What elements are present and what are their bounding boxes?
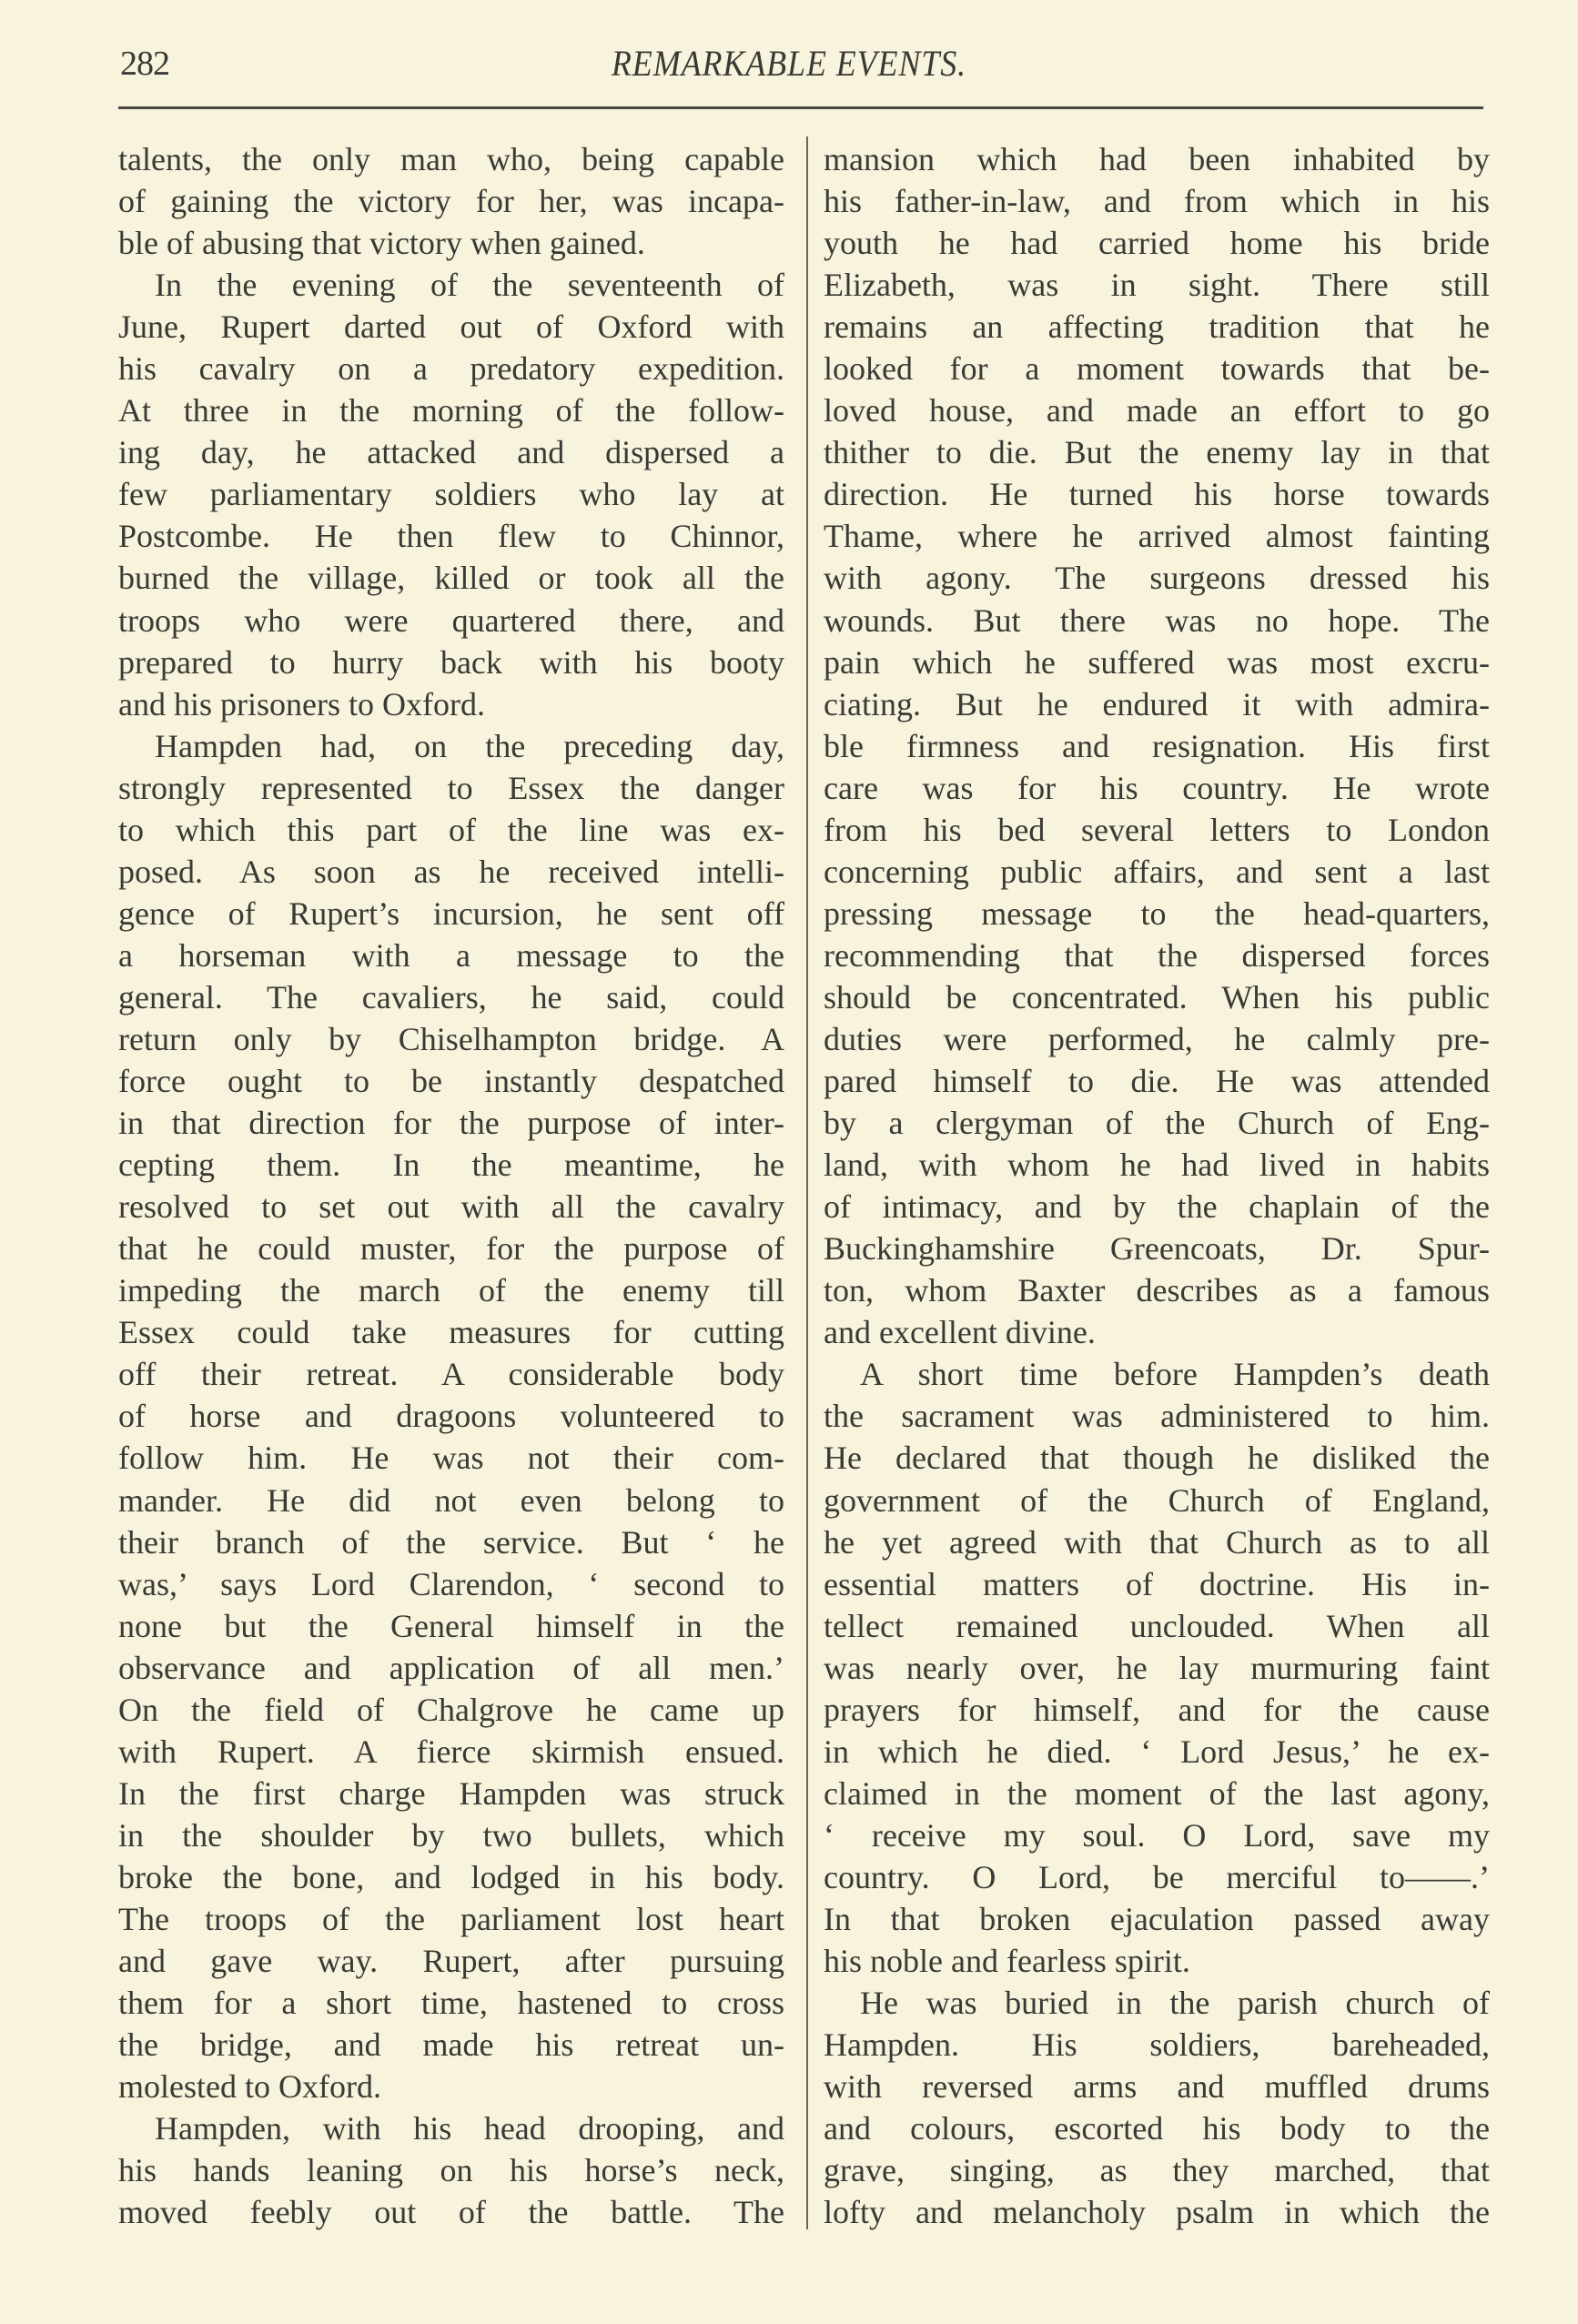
paragraph xyxy=(824,138,1490,1353)
text-line: youth he had carried home his bride xyxy=(824,225,1490,262)
text-line: off their retreat. A considerable body xyxy=(118,1356,784,1393)
text-line: in that direction for the purpose of inter- xyxy=(118,1105,784,1142)
column-divider xyxy=(806,136,808,2229)
text-line: his cavalry on a predatory expedition. xyxy=(118,350,784,388)
text-line: by a clergyman of the Church of Eng- xyxy=(824,1105,1490,1142)
right-column xyxy=(824,138,1490,2233)
text-line: In the evening of the seventeenth of xyxy=(155,267,784,304)
text-line: pared himself to die. He was attended xyxy=(824,1063,1490,1100)
text-line: claimed in the moment of the last agony, xyxy=(824,1774,1490,1812)
text-line: Hampden had, on the preceding day, xyxy=(155,727,784,764)
text-line: and colours, escorted his body to the xyxy=(824,2110,1490,2147)
text-line: ‘ receive my soul. O Lord, save my xyxy=(824,1816,1490,1854)
text-line: and gave way. Rupert, after pursuing xyxy=(118,1943,784,1980)
text-line: tellect remained unclouded. When all xyxy=(824,1607,1490,1644)
text-line: June, Rupert darted out of Oxford with xyxy=(118,308,784,346)
text-line: On the field of Chalgrove he came up xyxy=(118,1691,784,1728)
text-line: of gaining the victory for her, was incapa- xyxy=(118,183,784,220)
text-line: Hampden, with his head drooping, and xyxy=(155,2110,784,2147)
text-line: wounds. But there was no hope. The xyxy=(824,601,1490,639)
text-line: remains an affecting tradition that he xyxy=(824,308,1490,346)
text-line: cepting them. In the meantime, he xyxy=(118,1147,784,1184)
header-rule xyxy=(118,106,1483,109)
text-line: pain which he suffered was most excru- xyxy=(824,643,1490,681)
paragraph xyxy=(824,1982,1490,2233)
text-line: At three in the morning of the follow- xyxy=(118,392,784,429)
text-line: a horseman with a message to the xyxy=(118,936,784,974)
text-line: looked for a moment towards that be- xyxy=(824,350,1490,388)
text-line: the sacrament was administered to him. xyxy=(824,1398,1490,1435)
text-line: his father-in-law, and from which in his xyxy=(824,183,1490,220)
text-line: Elizabeth, was in sight. There still xyxy=(824,267,1490,304)
text-line: impeding the march of the enemy till xyxy=(118,1272,784,1309)
text-line: Thame, where he arrived almost fainting xyxy=(824,518,1490,555)
text-line: pressing message to the head-quarters, xyxy=(824,894,1490,932)
text-line: Postcombe. He then flew to Chinnor, xyxy=(118,518,784,555)
text-line: few parliamentary soldiers who lay at xyxy=(118,476,784,513)
text-line: with Rupert. A fierce skirmish ensued. xyxy=(118,1733,784,1770)
text-line: He was buried in the parish church of xyxy=(860,1985,1490,2022)
text-line: prepared to hurry back with his booty xyxy=(118,643,784,681)
text-line: ing day, he attacked and dispersed a xyxy=(118,434,784,471)
text-line: grave, singing, as they marched, that xyxy=(824,2152,1490,2189)
text-line: general. The cavaliers, he said, could xyxy=(118,978,784,1015)
text-line: from his bed several letters to London xyxy=(824,811,1490,848)
text-line: country. O Lord, be merciful to——.’ xyxy=(824,1858,1490,1895)
text-line: ton, whom Baxter describes as a famous xyxy=(824,1272,1490,1309)
text-line: loved house, and made an effort to go xyxy=(824,392,1490,429)
text-line: care was for his country. He wrote xyxy=(824,769,1490,806)
text-line: their branch of the service. But ‘ he xyxy=(118,1523,784,1561)
text-line: and his prisoners to Oxford. xyxy=(118,685,485,722)
text-line: In the first charge Hampden was struck xyxy=(118,1774,784,1812)
text-line: mansion which had been inhabited by xyxy=(824,141,1490,177)
text-line: lofty and melancholy psalm in which the xyxy=(824,2194,1490,2231)
text-line: burned the village, killed or took all the xyxy=(118,560,784,597)
text-line: he yet agreed with that Church as to all xyxy=(824,1523,1490,1561)
paragraph xyxy=(118,2107,784,2233)
text-line: duties were performed, he calmly pre- xyxy=(824,1020,1490,1057)
text-line: prayers for himself, and for the cause xyxy=(824,1691,1490,1728)
text-line: strongly represented to Essex the danger xyxy=(118,769,784,806)
text-line: Buckinghamshire Greencoats, Dr. Spur- xyxy=(824,1230,1490,1268)
text-line: troops who were quartered there, and xyxy=(118,601,784,639)
text-line: his noble and fearless spirit. xyxy=(824,1943,1190,1980)
text-line: observance and application of all men.’ xyxy=(118,1649,784,1686)
text-line: with reversed arms and muffled drums xyxy=(824,2068,1490,2106)
text-line: ble firmness and resignation. His first xyxy=(824,727,1490,764)
text-line: He declared that though he disliked the xyxy=(824,1440,1490,1477)
text-line: ciating. But he endured it with admira- xyxy=(824,685,1490,722)
text-line: was,’ says Lord Clarendon, ‘ second to xyxy=(118,1565,784,1602)
text-line: force ought to be instantly despatched xyxy=(118,1063,784,1100)
paragraph xyxy=(824,1353,1490,1982)
paragraph xyxy=(118,138,784,264)
text-line: none but the General himself in the xyxy=(118,1607,784,1644)
text-line: direction. He turned his horse towards xyxy=(824,476,1490,513)
running-title: REMARKABLE EVENTS. xyxy=(611,43,967,84)
text-line: molested to Oxford. xyxy=(118,2068,381,2106)
text-line: that he could muster, for the purpose of xyxy=(118,1230,784,1268)
text-line: mander. He did not even belong to xyxy=(118,1481,784,1519)
text-line: The troops of the parliament lost heart xyxy=(118,1900,784,1937)
text-line: ble of abusing that victory when gained. xyxy=(118,225,645,262)
page-number: 282 xyxy=(120,45,169,83)
text-line: return only by Chiselhampton bridge. A xyxy=(118,1020,784,1057)
text-line: them for a short time, hastened to cross xyxy=(118,1985,784,2022)
text-line: of horse and dragoons volunteered to xyxy=(118,1398,784,1435)
paragraph xyxy=(118,264,784,725)
text-line: follow him. He was not their com- xyxy=(118,1440,784,1477)
text-line: concerning public affairs, and sent a last xyxy=(824,853,1490,890)
text-line: Essex could take measures for cutting xyxy=(118,1314,784,1351)
text-line: and excellent divine. xyxy=(824,1314,1096,1351)
text-line: thither to die. But the enemy lay in that xyxy=(824,434,1490,471)
text-line: to which this part of the line was ex- xyxy=(118,811,784,848)
text-line: gence of Rupert’s incursion, he sent off xyxy=(118,894,784,932)
text-line: moved feebly out of the battle. The xyxy=(118,2194,784,2231)
text-line: the bridge, and made his retreat un- xyxy=(118,2026,784,2064)
text-line: in the shoulder by two bullets, which xyxy=(118,1816,784,1854)
text-line: of intimacy, and by the chaplain of the xyxy=(824,1188,1490,1226)
paragraph xyxy=(118,725,784,2108)
text-line: with agony. The surgeons dressed his xyxy=(824,560,1490,597)
text-line: recommending that the dispersed forces xyxy=(824,936,1490,974)
text-line: government of the Church of England, xyxy=(824,1481,1490,1519)
text-line: posed. As soon as he received intelli- xyxy=(118,853,784,890)
text-line: in which he died. ‘ Lord Jesus,’ he ex- xyxy=(824,1733,1490,1770)
text-line: was nearly over, he lay murmuring faint xyxy=(824,1649,1490,1686)
text-line: his hands leaning on his horse’s neck, xyxy=(118,2152,784,2189)
text-line: resolved to set out with all the cavalry xyxy=(118,1188,784,1226)
text-line: land, with whom he had lived in habits xyxy=(824,1147,1490,1184)
text-line: broke the bone, and lodged in his body. xyxy=(118,1858,784,1895)
left-column xyxy=(118,138,784,2233)
text-line: A short time before Hampden’s death xyxy=(860,1356,1490,1393)
text-line: Hampden. His soldiers, bareheaded, xyxy=(824,2026,1490,2064)
text-line: In that broken ejaculation passed away xyxy=(824,1900,1490,1937)
text-line: essential matters of doctrine. His in- xyxy=(824,1565,1490,1602)
text-line: talents, the only man who, being capable xyxy=(118,141,784,177)
text-line: should be concentrated. When his public xyxy=(824,978,1490,1015)
